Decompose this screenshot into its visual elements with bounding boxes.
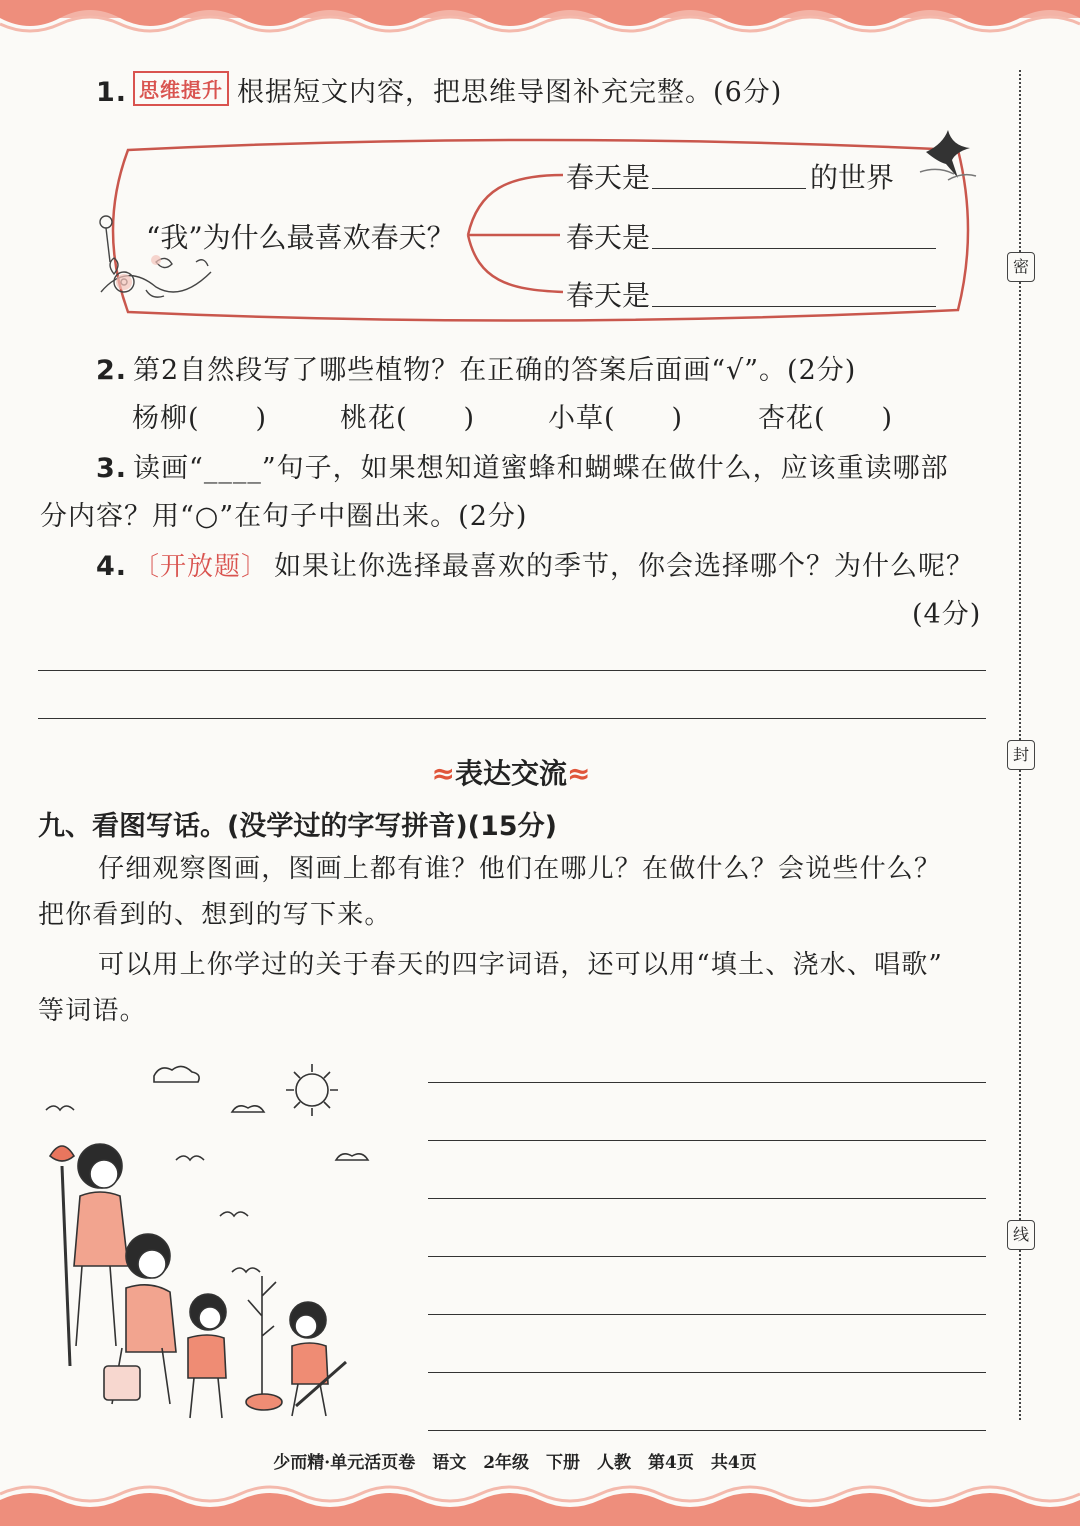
question-3: [96, 446, 949, 485]
question-text: 如果让你选择最喜欢的季节，你会选择哪个？为什么呢？: [274, 551, 975, 582]
thinking-tag: 思维提升: [133, 71, 229, 106]
section-title-text: 表达交流: [454, 757, 567, 790]
question-number: 1.: [96, 77, 128, 108]
writing-line[interactable]: [428, 1198, 986, 1199]
mind-map-center: “我”为什么最喜欢春天？: [146, 221, 455, 254]
instruction-p2-line2: 等词语。: [38, 996, 147, 1026]
top-wave-border: [0, 0, 1080, 40]
writing-line[interactable]: [428, 1256, 986, 1257]
page-footer: 少而精·单元活页卷 语文 2年级 下册 人教 第4页 共4页: [273, 1453, 757, 1473]
question-1: [96, 70, 782, 109]
writing-line[interactable]: [428, 1372, 986, 1373]
branch-1-suffix: 的世界: [810, 161, 895, 194]
branch-2-blank[interactable]: [652, 248, 936, 249]
option-peach[interactable]: 桃花( ): [340, 403, 476, 434]
question-number: 3.: [96, 453, 128, 484]
instruction-p1-line2: 把你看到的、想到的写下来。: [38, 900, 392, 930]
question-3-line2: 分内容？用“○”在句子中圈出来。(2分): [40, 501, 528, 532]
branch-1-blank[interactable]: [652, 188, 806, 189]
side-mark-seal: 密: [1007, 252, 1035, 282]
answer-line[interactable]: [38, 718, 986, 719]
writing-line[interactable]: [428, 1430, 986, 1431]
question-4: [96, 544, 974, 583]
question-number: 4.: [96, 551, 128, 582]
question-text: 根据短文内容，把思维导图补充完整。(6分): [237, 77, 783, 108]
answer-line[interactable]: [38, 670, 986, 671]
question-text: 第2自然段写了哪些植物？在正确的答案后面画“√”。(2分): [133, 355, 857, 386]
wave-icon: ≈: [567, 757, 591, 790]
question-2: [96, 348, 856, 387]
writing-line[interactable]: [428, 1314, 986, 1315]
writing-line[interactable]: [428, 1140, 986, 1141]
question-text-line1: 读画“____”句子，如果想知道蜜蜂和蝴蝶在做什么，应该重读哪部: [133, 453, 949, 484]
option-willow[interactable]: 杨柳( ): [132, 403, 268, 434]
wave-icon: ≈: [431, 757, 455, 790]
branch-2-label: 春天是: [566, 221, 651, 254]
option-apricot[interactable]: 杏花( ): [758, 403, 894, 434]
section-title: [0, 752, 1022, 792]
side-mark-line: 线: [1007, 1220, 1035, 1250]
option-grass[interactable]: 小草( ): [548, 403, 684, 434]
open-question-tag: 〔开放题〕: [133, 552, 269, 582]
bottom-wave-border: [0, 1478, 1080, 1526]
question-number: 2.: [96, 355, 128, 386]
question-9-title: 九、看图写话。(没学过的字写拼音)(15分): [38, 811, 557, 842]
question-4-score: (4分): [912, 599, 982, 630]
instruction-p2-line1: 可以用上你学过的关于春天的四字词语，还可以用“填土、浇水、唱歌”: [98, 950, 943, 980]
branch-3-blank[interactable]: [652, 306, 936, 307]
side-mark-close: 封: [1007, 740, 1035, 770]
branch-3-label: 春天是: [566, 279, 651, 312]
tree-planting-illustration: [36, 1056, 416, 1436]
writing-line[interactable]: [428, 1082, 986, 1083]
swallow-bird-icon: [918, 122, 978, 184]
instruction-p1-line1: 仔细观察图画，图画上都有谁？他们在哪儿？在做什么？会说些什么？: [98, 854, 942, 884]
branch-1-label: 春天是: [566, 161, 651, 194]
